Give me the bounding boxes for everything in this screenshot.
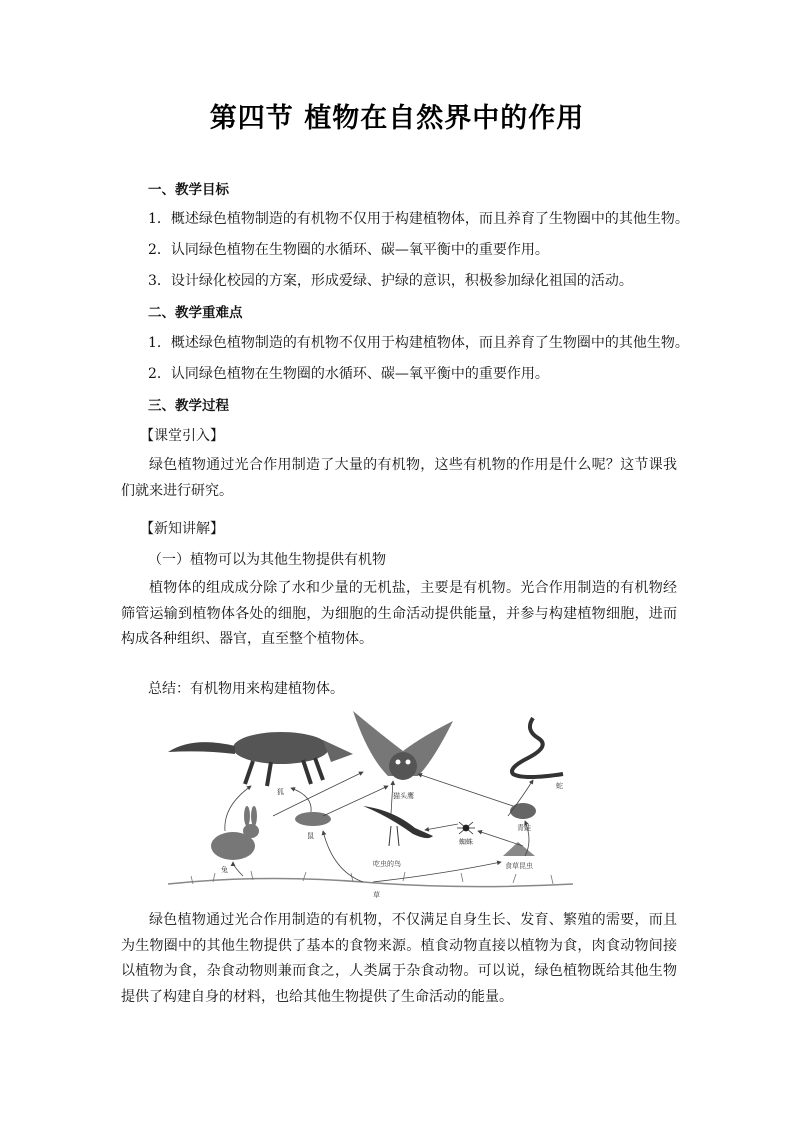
spider-illustration [457,822,475,834]
owl-illustration [353,711,453,780]
paragraph-organics: 植物体的组成成分除了水和少量的无机盐，主要是有机物。光合作用制造的有机物经筛管运输到植物体各处的细胞，为细胞的生命活动提供能量，并参与构建植物细胞，进而构成各种组织、器官，直至整个植物体。 [121,580,677,647]
rabbit-illustration [211,806,259,860]
label-insect: 食草昆虫 [505,862,533,870]
subsection-heading: （一）植物可以为其他生物提供有机物 [148,552,386,568]
label-rabbit: 兔 [221,866,228,874]
label-fox: 狐 [277,788,284,796]
label-mouse: 鼠 [307,832,314,840]
goal-item: 2．认同绿色植物在生物圈的水循环、碳—氧平衡中的重要作用。 [148,242,549,258]
label-snake: 蛇 [556,782,563,790]
bird-illustration [363,806,433,846]
label-bird: 吃虫的鸟 [373,860,401,868]
goals-heading: 一、教学目标 [148,182,229,198]
new-knowledge-label: 【新知讲解】 [140,521,224,537]
fox-illustration [168,732,353,786]
food-web-figure [163,706,578,900]
intro-label: 【课堂引入】 [140,428,224,444]
goal-item: 3．设计绿化校园的方案，形成爱绿、护绿的意识，积极参加绿化祖国的活动。 [148,273,633,289]
process-heading: 三、教学过程 [148,398,229,414]
key-point-item: 2．认同绿色植物在生物圈的水循环、碳—氧平衡中的重要作用。 [148,366,549,382]
page-title: 第四节 植物在自然界中的作用 [209,103,585,134]
key-heading: 二、教学重难点 [148,305,243,321]
label-grass: 草 [373,891,380,899]
summary-line: 总结：有机物用来构建植物体。 [148,681,344,697]
label-spider: 蜘蛛 [459,838,473,846]
goal-item: 1．概述绿色植物制造的有机物不仅用于构建植物体，而且养育了生物圈中的其他生物。 [148,211,689,227]
intro-paragraph: 绿色植物通过光合作用制造了大量的有机物，这些有机物的作用是什么呢？这节课我们就来进行研究。 [121,457,677,499]
label-frog: 青蛙 [517,824,531,832]
mouse-illustration [295,812,331,826]
paragraph-food-source: 绿色植物通过光合作用制造的有机物，不仅满足自身生长、发育、繁殖的需要，而且为生物圈中的其他生物提供了基本的食物来源。植食动物直接以植物为食，肉食动物间接以植物为食，杂食动物则兼而食之，人类属于杂食动物。可以说，绿色植物既给其他生物提供了构建自身的材料，也给其他生物提供了生命活动的能量。 [121,912,677,1005]
snake-illustration [512,718,563,777]
insect-illustration [503,842,535,856]
label-owl: 猫头鹰 [393,792,414,800]
key-point-item: 1．概述绿色植物制造的有机物不仅用于构建植物体，而且养育了生物圈中的其他生物。 [148,335,689,351]
frog-illustration [510,803,536,819]
